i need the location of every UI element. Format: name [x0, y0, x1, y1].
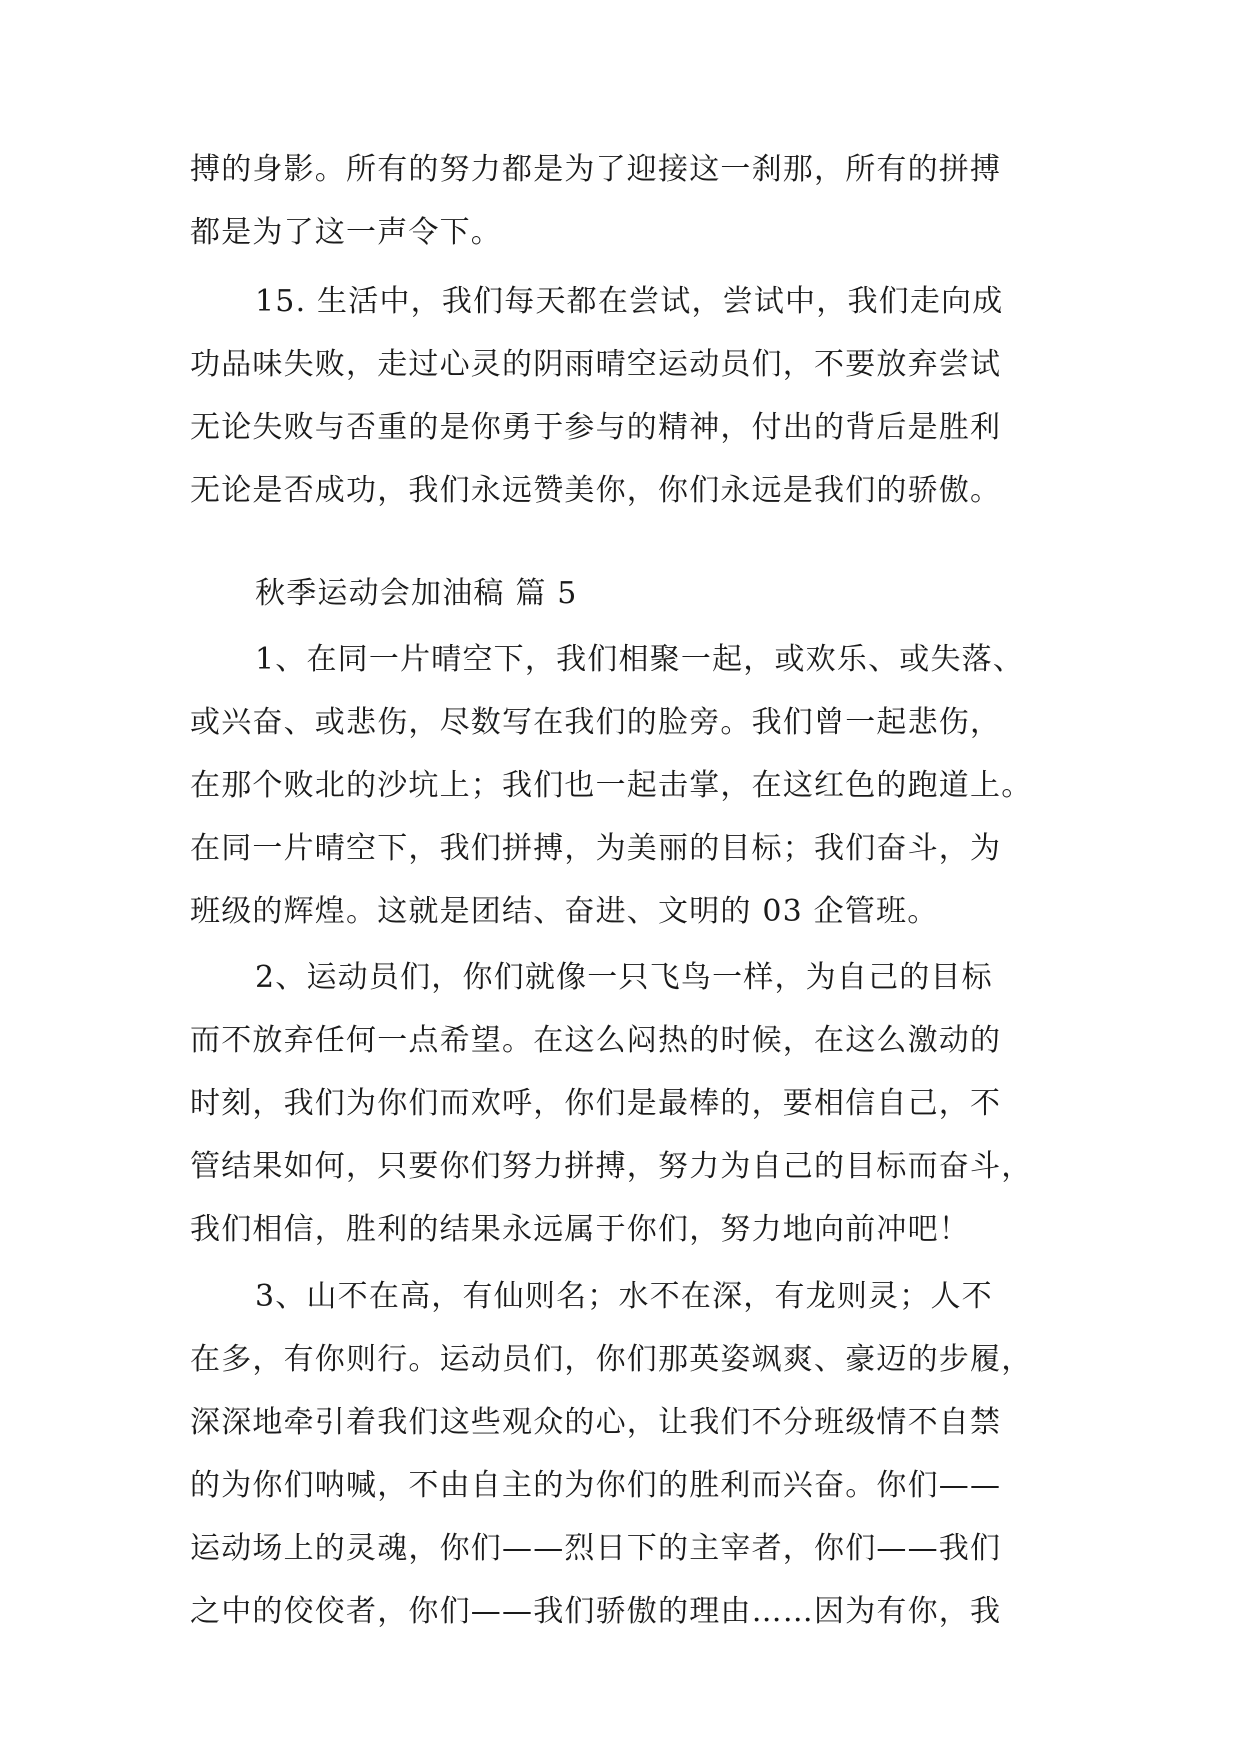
paragraph-line: 的为你们呐喊，不由自主的为你们的胜利而兴奋。你们——	[190, 1468, 1002, 1503]
paragraph-line: 都是为了这一声令下。	[190, 215, 502, 250]
paragraph-line: 管结果如何，只要你们努力拼搏，努力为自己的目标而奋斗，	[190, 1149, 1033, 1184]
paragraph-line: 15. 生活中，我们每天都在尝试，尝试中，我们走向成	[255, 284, 1004, 319]
paragraph-line: 2、运动员们，你们就像一只飞鸟一样，为自己的目标	[255, 960, 993, 995]
paragraph-line: 1、在同一片晴空下，我们相聚一起，或欢乐、或失落、	[255, 642, 1025, 677]
paragraph-line: 在同一片晴空下，我们拼搏，为美丽的目标；我们奋斗，为	[190, 831, 1002, 866]
paragraph-line: 之中的佼佼者，你们——我们骄傲的理由……因为有你，我	[190, 1594, 1002, 1629]
paragraph-line: 深深地牵引着我们这些观众的心，让我们不分班级情不自禁	[190, 1405, 1002, 1440]
paragraph-line: 班级的辉煌。这就是团结、奋进、文明的 03 企管班。	[190, 894, 939, 929]
paragraph-line: 在那个败北的沙坑上；我们也一起击掌，在这红色的跑道上。	[190, 768, 1033, 803]
paragraph-line: 我们相信，胜利的结果永远属于你们，努力地向前冲吧！	[190, 1212, 970, 1247]
paragraph-line: 搏的身影。所有的努力都是为了迎接这一刹那，所有的拼搏	[190, 152, 1002, 187]
paragraph-line: 时刻，我们为你们而欢呼，你们是最棒的，要相信自己，不	[190, 1086, 1002, 1121]
paragraph-line: 运动场上的灵魂，你们——烈日下的主宰者，你们——我们	[190, 1531, 1002, 1566]
paragraph-line: 在多，有你则行。运动员们，你们那英姿飒爽、豪迈的步履，	[190, 1342, 1033, 1377]
paragraph-line: 无论是否成功，我们永远赞美你，你们永远是我们的骄傲。	[190, 473, 1002, 508]
paragraph-line: 或兴奋、或悲伤，尽数写在我们的脸旁。我们曾一起悲伤，	[190, 705, 1002, 740]
section-heading: 秋季运动会加油稿 篇 5	[255, 576, 578, 611]
paragraph-line: 而不放弃任何一点希望。在这么闷热的时候，在这么激动的	[190, 1023, 1002, 1058]
paragraph-line: 功品味失败，走过心灵的阴雨晴空运动员们，不要放弃尝试	[190, 347, 1002, 382]
paragraph-line: 3、山不在高，有仙则名；水不在深，有龙则灵；人不	[255, 1279, 993, 1314]
paragraph-line: 无论失败与否重的是你勇于参与的精神，付出的背后是胜利	[190, 410, 1002, 445]
